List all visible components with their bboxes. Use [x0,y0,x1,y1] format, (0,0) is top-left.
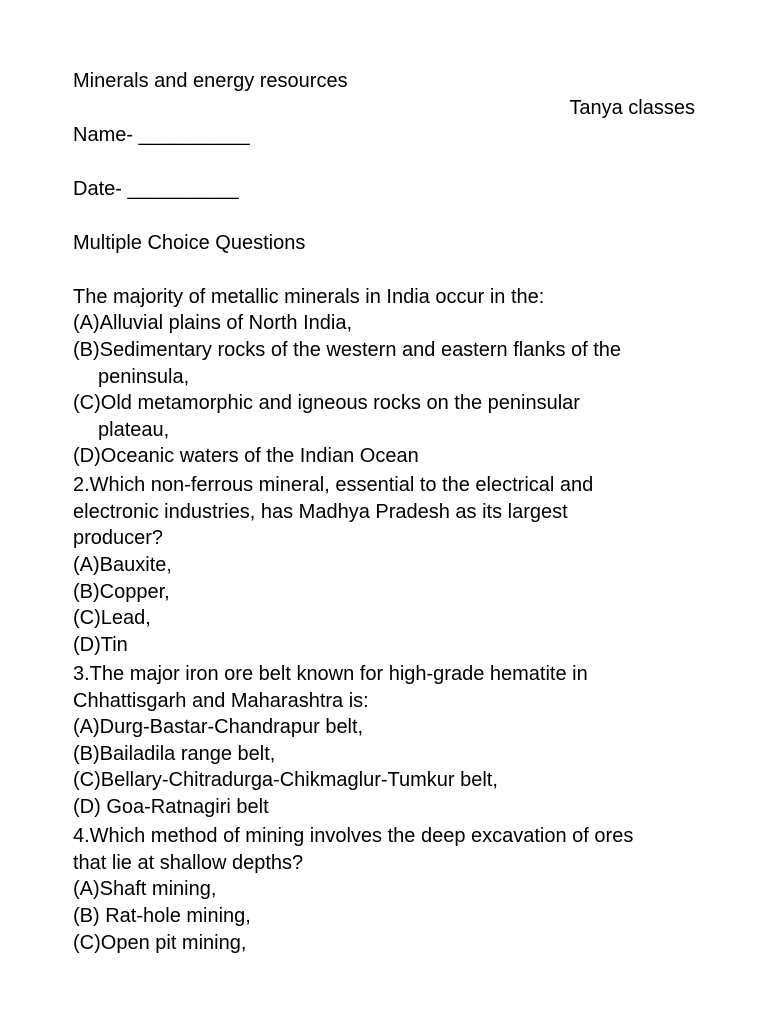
option-a: (A)Durg-Bastar-Chandrapur belt, [73,716,364,738]
option-c: (C)Old metamorphic and igneous rocks on the peninsular [73,392,580,414]
option-b-continued: peninsula, [98,366,190,388]
option-d: (D) Goa-Ratnagiri belt [73,796,269,818]
option-b: (B)Sedimentary rocks of the western and eastern flanks of the [73,339,622,361]
brand-label: Tanya classes [569,97,695,119]
question-text: The majority of metallic minerals in India occur in the: [73,286,545,308]
option-d: (D)Oceanic waters of the Indian Ocean [73,445,419,467]
option-c: (C)Lead, [73,607,151,629]
question-text: producer? [73,527,164,549]
question-text: electronic industries, has Madhya Pradesh as its largest [73,501,568,523]
option-b: (B) Rat-hole mining, [73,905,251,927]
date-field-line: Date- __________ [73,178,239,200]
option-b: (B)Bailadila range belt, [73,743,276,765]
name-field-line: Name- __________ [73,124,250,146]
question-text: that lie at shallow depths? [73,852,304,874]
section-heading: Multiple Choice Questions [73,232,306,254]
option-c-continued: plateau, [98,419,170,441]
option-a: (A)Shaft mining, [73,878,217,900]
question-text: Chhattisgarh and Maharashtra is: [73,690,369,712]
question-text: 3.The major iron ore belt known for high-grade hematite in [73,663,588,685]
document-title: Minerals and energy resources [73,70,348,92]
question-text: 2.Which non-ferrous mineral, essential to the electrical and [73,474,594,496]
option-d: (D)Tin [73,634,128,656]
option-c: (C)Open pit mining, [73,932,247,954]
option-a: (A)Alluvial plains of North India, [73,312,353,334]
option-b: (B)Copper, [73,581,170,603]
question-text: 4.Which method of mining involves the deep excavation of ores [73,825,634,847]
option-c: (C)Bellary-Chitradurga-Chikmaglur-Tumkur belt, [73,769,498,791]
option-a: (A)Bauxite, [73,554,172,576]
